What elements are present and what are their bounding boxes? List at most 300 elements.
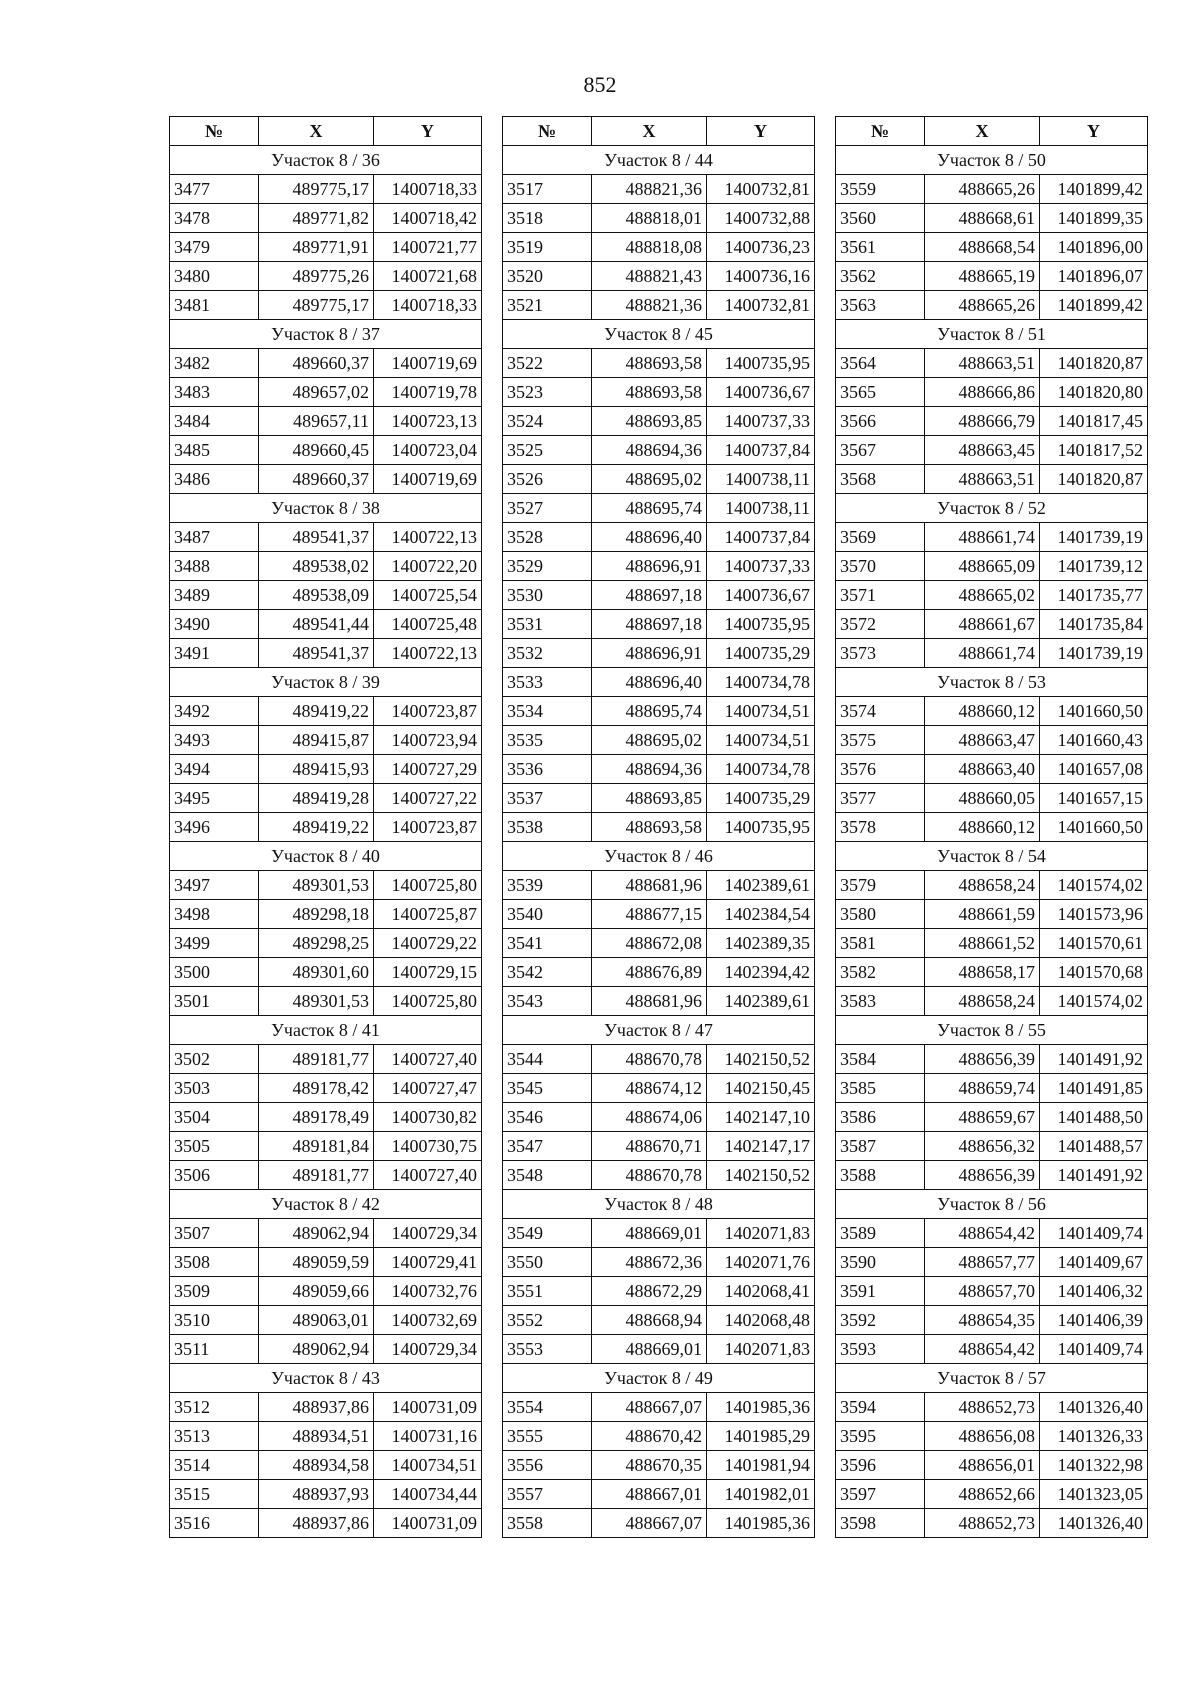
point-number: 3570	[836, 552, 925, 581]
table-row	[503, 494, 815, 523]
table-row	[170, 465, 482, 494]
x-value: 489181,84	[259, 1132, 374, 1161]
table-row	[836, 1161, 1148, 1190]
x-value: 488681,96	[592, 987, 707, 1016]
section-header-row	[503, 842, 815, 871]
point-number: 3522	[503, 349, 592, 378]
table-row	[170, 610, 482, 639]
table-row	[836, 1132, 1148, 1161]
point-number: 3478	[170, 204, 259, 233]
y-value: 1400737,33	[707, 407, 815, 436]
table-row	[170, 1422, 482, 1451]
x-value: 488669,01	[592, 1335, 707, 1364]
x-value: 489062,94	[259, 1219, 374, 1248]
header-y: Y	[1040, 117, 1148, 146]
y-value: 1401326,40	[1040, 1393, 1148, 1422]
y-value: 1400719,69	[374, 465, 482, 494]
point-number: 3562	[836, 262, 925, 291]
point-number: 3561	[836, 233, 925, 262]
table-row	[503, 1393, 815, 1422]
table-row	[170, 1074, 482, 1103]
x-value: 489538,02	[259, 552, 374, 581]
x-value: 488669,01	[592, 1219, 707, 1248]
table-row	[170, 349, 482, 378]
point-number: 3514	[170, 1451, 259, 1480]
point-number: 3591	[836, 1277, 925, 1306]
point-number: 3490	[170, 610, 259, 639]
header-number: №	[836, 117, 925, 146]
table-row	[503, 1277, 815, 1306]
table-row	[836, 552, 1148, 581]
point-number: 3525	[503, 436, 592, 465]
y-value: 1401660,50	[1040, 813, 1148, 842]
table-row	[503, 523, 815, 552]
point-number: 3579	[836, 871, 925, 900]
section-title: Участок 8 / 43	[170, 1364, 482, 1393]
table-row	[503, 233, 815, 262]
table-row	[170, 523, 482, 552]
x-value: 488695,74	[592, 494, 707, 523]
section-title: Участок 8 / 48	[503, 1190, 815, 1219]
y-value: 1402071,83	[707, 1219, 815, 1248]
point-number: 3567	[836, 436, 925, 465]
point-number: 3533	[503, 668, 592, 697]
section-title: Участок 8 / 44	[503, 146, 815, 175]
table-row	[170, 958, 482, 987]
table-row	[170, 755, 482, 784]
point-number: 3508	[170, 1248, 259, 1277]
x-value: 489298,18	[259, 900, 374, 929]
x-value: 488663,51	[925, 349, 1040, 378]
y-value: 1401326,40	[1040, 1509, 1148, 1538]
y-value: 1401896,07	[1040, 262, 1148, 291]
table-row	[170, 1248, 482, 1277]
x-value: 488672,29	[592, 1277, 707, 1306]
table-row	[170, 987, 482, 1016]
section-header-row	[170, 494, 482, 523]
point-number: 3529	[503, 552, 592, 581]
point-number: 3547	[503, 1132, 592, 1161]
y-value: 1401899,35	[1040, 204, 1148, 233]
point-number: 3585	[836, 1074, 925, 1103]
y-value: 1402384,54	[707, 900, 815, 929]
x-value: 489063,01	[259, 1306, 374, 1335]
table-row	[503, 1335, 815, 1364]
table-row	[503, 465, 815, 494]
x-value: 488667,01	[592, 1480, 707, 1509]
table-row	[836, 1103, 1148, 1132]
y-value: 1401660,43	[1040, 726, 1148, 755]
point-number: 3597	[836, 1480, 925, 1509]
table-row	[836, 1248, 1148, 1277]
x-value: 489415,93	[259, 755, 374, 784]
point-number: 3498	[170, 900, 259, 929]
table-row	[503, 291, 815, 320]
page-number: 852	[583, 72, 617, 97]
y-value: 1400731,16	[374, 1422, 482, 1451]
y-value: 1400734,44	[374, 1480, 482, 1509]
table-row	[170, 900, 482, 929]
table-row	[836, 813, 1148, 842]
coordinate-table-right	[835, 116, 1148, 1538]
point-number: 3507	[170, 1219, 259, 1248]
point-number: 3503	[170, 1074, 259, 1103]
section-title: Участок 8 / 38	[170, 494, 482, 523]
point-number: 3509	[170, 1277, 259, 1306]
x-value: 488681,96	[592, 871, 707, 900]
x-value: 488693,85	[592, 407, 707, 436]
point-number: 3565	[836, 378, 925, 407]
y-value: 1401739,19	[1040, 523, 1148, 552]
point-number: 3540	[503, 900, 592, 929]
y-value: 1400738,11	[707, 465, 815, 494]
table-row	[503, 1219, 815, 1248]
point-number: 3485	[170, 436, 259, 465]
y-value: 1400731,09	[374, 1393, 482, 1422]
point-number: 3506	[170, 1161, 259, 1190]
section-header-row	[836, 146, 1148, 175]
y-value: 1400721,77	[374, 233, 482, 262]
point-number: 3554	[503, 1393, 592, 1422]
table-row	[170, 1277, 482, 1306]
x-value: 488660,05	[925, 784, 1040, 813]
point-number: 3497	[170, 871, 259, 900]
y-value: 1401735,77	[1040, 581, 1148, 610]
section-header-row	[836, 1016, 1148, 1045]
x-value: 489538,09	[259, 581, 374, 610]
table-row	[836, 639, 1148, 668]
point-number: 3578	[836, 813, 925, 842]
y-value: 1400732,88	[707, 204, 815, 233]
point-number: 3538	[503, 813, 592, 842]
x-value: 488663,47	[925, 726, 1040, 755]
table-row	[503, 1306, 815, 1335]
table-row	[170, 1509, 482, 1538]
point-number: 3516	[170, 1509, 259, 1538]
y-value: 1400736,16	[707, 262, 815, 291]
point-number: 3542	[503, 958, 592, 987]
table-row	[836, 407, 1148, 436]
table-row	[836, 1422, 1148, 1451]
x-value: 488697,18	[592, 581, 707, 610]
y-value: 1401491,92	[1040, 1045, 1148, 1074]
x-value: 489415,87	[259, 726, 374, 755]
x-value: 488677,15	[592, 900, 707, 929]
table-row	[503, 1074, 815, 1103]
y-value: 1400719,78	[374, 378, 482, 407]
point-number: 3572	[836, 610, 925, 639]
table-row	[503, 1451, 815, 1480]
y-value: 1402150,52	[707, 1161, 815, 1190]
x-value: 488658,17	[925, 958, 1040, 987]
section-header-row	[836, 494, 1148, 523]
y-value: 1401406,32	[1040, 1277, 1148, 1306]
y-value: 1401735,84	[1040, 610, 1148, 639]
x-value: 489771,82	[259, 204, 374, 233]
point-number: 3519	[503, 233, 592, 262]
section-header-row	[836, 1190, 1148, 1219]
y-value: 1400719,69	[374, 349, 482, 378]
section-title: Участок 8 / 39	[170, 668, 482, 697]
x-value: 489178,49	[259, 1103, 374, 1132]
point-number: 3535	[503, 726, 592, 755]
y-value: 1400730,75	[374, 1132, 482, 1161]
table-row	[836, 233, 1148, 262]
point-number: 3544	[503, 1045, 592, 1074]
x-value: 488696,40	[592, 523, 707, 552]
x-value: 489541,37	[259, 639, 374, 668]
y-value: 1402071,83	[707, 1335, 815, 1364]
x-value: 488660,12	[925, 697, 1040, 726]
point-number: 3584	[836, 1045, 925, 1074]
point-number: 3502	[170, 1045, 259, 1074]
y-value: 1402147,10	[707, 1103, 815, 1132]
point-number: 3517	[503, 175, 592, 204]
table-row	[503, 204, 815, 233]
point-number: 3532	[503, 639, 592, 668]
y-value: 1400734,51	[707, 697, 815, 726]
x-value: 488672,36	[592, 1248, 707, 1277]
point-number: 3594	[836, 1393, 925, 1422]
y-value: 1400735,95	[707, 610, 815, 639]
y-value: 1400734,51	[374, 1451, 482, 1480]
point-number: 3587	[836, 1132, 925, 1161]
table-row	[503, 610, 815, 639]
x-value: 488659,74	[925, 1074, 1040, 1103]
table-row	[170, 726, 482, 755]
point-number: 3543	[503, 987, 592, 1016]
x-value: 488937,93	[259, 1480, 374, 1509]
point-number: 3560	[836, 204, 925, 233]
x-value: 488676,89	[592, 958, 707, 987]
x-value: 488661,74	[925, 523, 1040, 552]
table-row	[836, 1480, 1148, 1509]
table-row	[503, 1509, 815, 1538]
table-row	[503, 1248, 815, 1277]
section-title: Участок 8 / 56	[836, 1190, 1148, 1219]
y-value: 1400734,51	[707, 726, 815, 755]
section-header-row	[170, 668, 482, 697]
y-value: 1400725,54	[374, 581, 482, 610]
point-number: 3505	[170, 1132, 259, 1161]
y-value: 1400729,34	[374, 1335, 482, 1364]
y-value: 1400727,47	[374, 1074, 482, 1103]
table-row	[836, 1045, 1148, 1074]
point-number: 3536	[503, 755, 592, 784]
x-value: 488696,40	[592, 668, 707, 697]
x-value: 488658,24	[925, 987, 1040, 1016]
x-value: 488668,54	[925, 233, 1040, 262]
point-number: 3523	[503, 378, 592, 407]
point-number: 3563	[836, 291, 925, 320]
point-number: 3479	[170, 233, 259, 262]
point-number: 3530	[503, 581, 592, 610]
section-title: Участок 8 / 57	[836, 1364, 1148, 1393]
y-value: 1401657,15	[1040, 784, 1148, 813]
y-value: 1400723,13	[374, 407, 482, 436]
point-number: 3512	[170, 1393, 259, 1422]
table-row	[170, 1161, 482, 1190]
table-row	[170, 436, 482, 465]
section-header-row	[503, 1364, 815, 1393]
y-value: 1401573,96	[1040, 900, 1148, 929]
section-header-row	[170, 842, 482, 871]
table-row	[836, 1277, 1148, 1306]
x-value: 489541,44	[259, 610, 374, 639]
table-row	[503, 1161, 815, 1190]
y-value: 1401985,36	[707, 1393, 815, 1422]
section-header-row	[503, 146, 815, 175]
table-row	[836, 1509, 1148, 1538]
x-value: 489062,94	[259, 1335, 374, 1364]
x-value: 488659,67	[925, 1103, 1040, 1132]
y-value: 1400734,78	[707, 755, 815, 784]
table-row	[170, 378, 482, 407]
y-value: 1401326,33	[1040, 1422, 1148, 1451]
point-number: 3556	[503, 1451, 592, 1480]
x-value: 488670,42	[592, 1422, 707, 1451]
x-value: 488668,94	[592, 1306, 707, 1335]
y-value: 1402071,76	[707, 1248, 815, 1277]
table-row	[170, 581, 482, 610]
table-row	[836, 581, 1148, 610]
point-number: 3582	[836, 958, 925, 987]
table-row	[503, 1422, 815, 1451]
y-value: 1401322,98	[1040, 1451, 1148, 1480]
section-header-row	[503, 1190, 815, 1219]
table-row	[170, 233, 482, 262]
x-value: 488661,52	[925, 929, 1040, 958]
table-row	[170, 1219, 482, 1248]
section-title: Участок 8 / 40	[170, 842, 482, 871]
y-value: 1400737,84	[707, 436, 815, 465]
point-number: 3520	[503, 262, 592, 291]
point-number: 3524	[503, 407, 592, 436]
y-value: 1400729,34	[374, 1219, 482, 1248]
x-value: 488652,66	[925, 1480, 1040, 1509]
header-y: Y	[707, 117, 815, 146]
x-value: 488694,36	[592, 755, 707, 784]
header-number: №	[503, 117, 592, 146]
table-row	[503, 1480, 815, 1509]
y-value: 1400736,67	[707, 378, 815, 407]
point-number: 3491	[170, 639, 259, 668]
y-value: 1401660,50	[1040, 697, 1148, 726]
y-value: 1400727,40	[374, 1045, 482, 1074]
y-value: 1401820,87	[1040, 465, 1148, 494]
x-value: 489419,22	[259, 813, 374, 842]
section-header-row	[836, 320, 1148, 349]
point-number: 3481	[170, 291, 259, 320]
point-number: 3539	[503, 871, 592, 900]
x-value: 488818,08	[592, 233, 707, 262]
table-row	[503, 1103, 815, 1132]
x-value: 488661,74	[925, 639, 1040, 668]
x-value: 489660,45	[259, 436, 374, 465]
point-number: 3528	[503, 523, 592, 552]
point-number: 3494	[170, 755, 259, 784]
x-value: 488656,01	[925, 1451, 1040, 1480]
table-row	[503, 552, 815, 581]
table-row	[836, 610, 1148, 639]
section-title: Участок 8 / 51	[836, 320, 1148, 349]
table-row	[836, 929, 1148, 958]
y-value: 1402147,17	[707, 1132, 815, 1161]
point-number: 3551	[503, 1277, 592, 1306]
x-value: 489657,11	[259, 407, 374, 436]
x-value: 489181,77	[259, 1161, 374, 1190]
point-number: 3559	[836, 175, 925, 204]
y-value: 1401488,57	[1040, 1132, 1148, 1161]
x-value: 488693,58	[592, 378, 707, 407]
y-value: 1400727,22	[374, 784, 482, 813]
point-number: 3504	[170, 1103, 259, 1132]
section-header-row	[170, 146, 482, 175]
x-value: 488654,42	[925, 1219, 1040, 1248]
table-row	[503, 581, 815, 610]
x-value: 489178,42	[259, 1074, 374, 1103]
y-value: 1401817,45	[1040, 407, 1148, 436]
table-row	[836, 726, 1148, 755]
point-number: 3598	[836, 1509, 925, 1538]
table-row	[170, 784, 482, 813]
section-title: Участок 8 / 55	[836, 1016, 1148, 1045]
section-title: Участок 8 / 41	[170, 1016, 482, 1045]
y-value: 1400727,29	[374, 755, 482, 784]
y-value: 1402068,41	[707, 1277, 815, 1306]
y-value: 1400734,78	[707, 668, 815, 697]
x-value: 488695,02	[592, 726, 707, 755]
x-value: 489657,02	[259, 378, 374, 407]
x-value: 489301,60	[259, 958, 374, 987]
y-value: 1400731,09	[374, 1509, 482, 1538]
x-value: 488696,91	[592, 639, 707, 668]
point-number: 3501	[170, 987, 259, 1016]
y-value: 1401981,94	[707, 1451, 815, 1480]
section-header-row	[170, 1016, 482, 1045]
point-number: 3489	[170, 581, 259, 610]
point-number: 3483	[170, 378, 259, 407]
section-header-row	[836, 668, 1148, 697]
y-value: 1401574,02	[1040, 871, 1148, 900]
x-value: 489419,22	[259, 697, 374, 726]
point-number: 3566	[836, 407, 925, 436]
y-value: 1400736,67	[707, 581, 815, 610]
table-row	[503, 726, 815, 755]
y-value: 1400732,81	[707, 175, 815, 204]
y-value: 1401406,39	[1040, 1306, 1148, 1335]
x-value: 489775,17	[259, 175, 374, 204]
x-value: 488665,09	[925, 552, 1040, 581]
table-row	[170, 929, 482, 958]
y-value: 1400732,81	[707, 291, 815, 320]
point-number: 3527	[503, 494, 592, 523]
y-value: 1401899,42	[1040, 291, 1148, 320]
point-number: 3511	[170, 1335, 259, 1364]
coordinate-table-middle	[502, 116, 815, 1538]
point-number: 3569	[836, 523, 925, 552]
table-row	[170, 697, 482, 726]
point-number: 3521	[503, 291, 592, 320]
table-row	[170, 639, 482, 668]
point-number: 3546	[503, 1103, 592, 1132]
table-row	[503, 755, 815, 784]
y-value: 1401488,50	[1040, 1103, 1148, 1132]
point-number: 3580	[836, 900, 925, 929]
section-title: Участок 8 / 45	[503, 320, 815, 349]
table-row	[503, 958, 815, 987]
table-row	[836, 1335, 1148, 1364]
